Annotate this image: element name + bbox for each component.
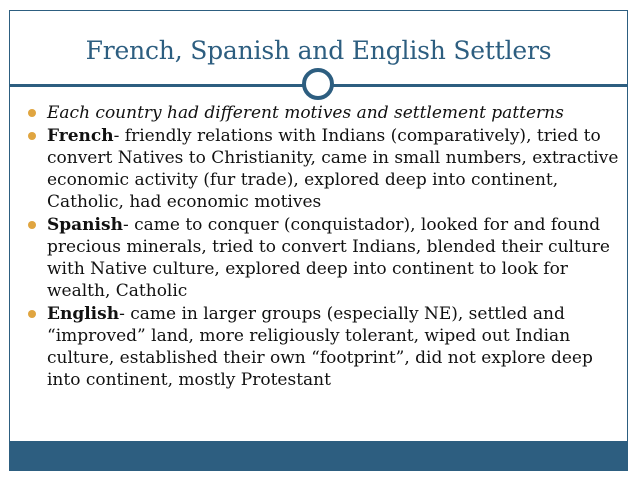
- bullet-item-english: [29, 303, 619, 391]
- bullet-item-spanish: [29, 214, 619, 302]
- bullet-dot-icon: [28, 310, 36, 318]
- bullet-dot-icon: [28, 132, 36, 140]
- bullet-list: [29, 102, 619, 392]
- bullet-item-intro: [29, 102, 619, 124]
- bullet-text: - came to conquer (conquistador), looked for and found precious minerals, tried to convert Indians, blended their culture with Native culture, explored deep into continent to look for wealth, Catholic: [47, 215, 610, 301]
- bullet-dot-icon: [28, 109, 36, 117]
- slide-title: French, Spanish and English Settlers: [85, 36, 552, 65]
- bullet-term: French: [47, 126, 114, 146]
- footer-bar: [9, 441, 628, 471]
- bullet-text: - came in larger groups (especially NE), settled and “improved” land, more religiously tolerant, wiped out Indian culture, established their own “footprint”, did not explore deep into continent, mostly Protestant: [47, 304, 593, 390]
- bullet-item-french: [29, 125, 619, 213]
- bullet-text: Each country had different motives and settlement patterns: [47, 103, 564, 123]
- bullet-term: Spanish: [47, 215, 123, 235]
- bullet-text: - friendly relations with Indians (comparatively), tried to convert Natives to Christianity, came in small numbers, extractive economic activity (fur trade), explored deep into continent, Catholic, had economic motives: [47, 126, 619, 212]
- bullet-term: English: [47, 304, 120, 324]
- bullet-dot-icon: [28, 221, 36, 229]
